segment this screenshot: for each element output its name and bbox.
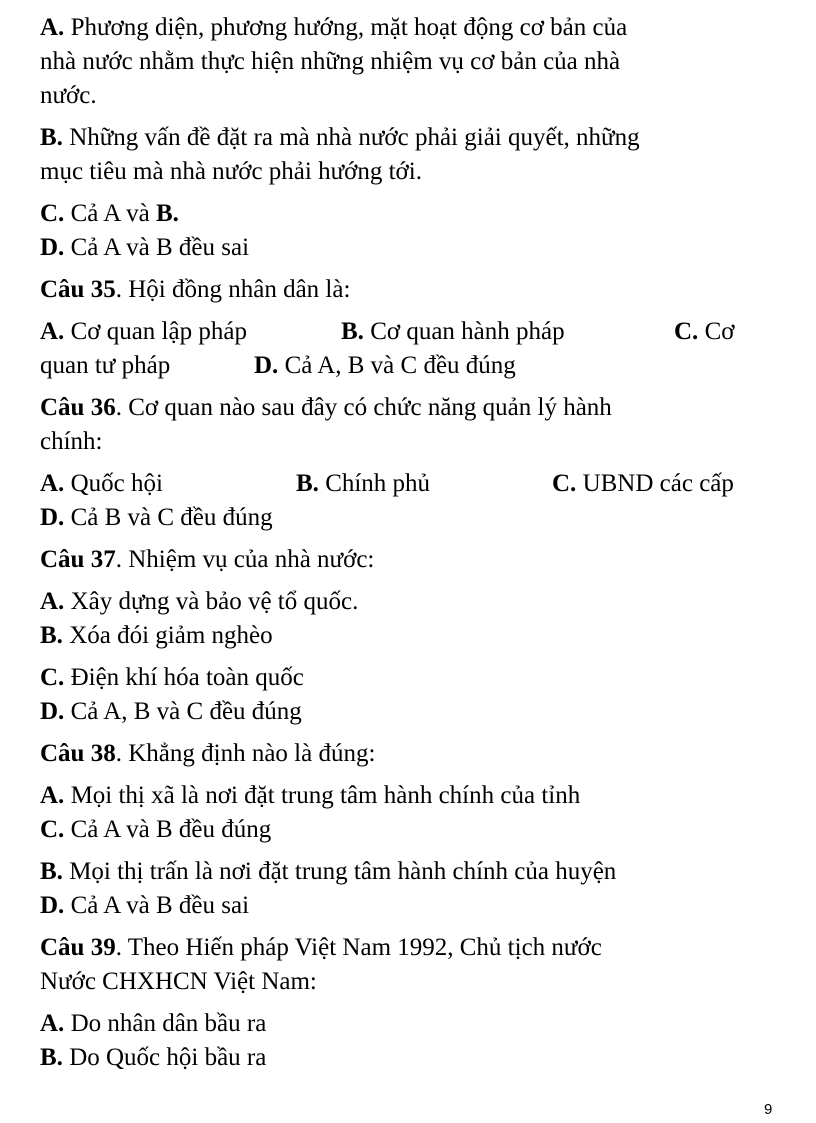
q35-options-row-2 xyxy=(40,349,780,383)
question-39: Câu 39. Theo Hiến pháp Việt Nam 1992, Chủ tịch nước Nước CHXHCN Việt Nam: xyxy=(40,934,602,995)
intro-option-a: A. Phương diện, phương hướng, mặt hoạt động cơ bản của nhà nước nhằm thực hiện những nhiệm vụ cơ bản của nhà nước. xyxy=(40,14,628,109)
q35-options-row xyxy=(40,315,780,349)
intro-option-c: C. Cả A và B. xyxy=(40,200,179,227)
question-38: Câu 38. Khẳng định nào là đúng: xyxy=(40,740,376,767)
q38-option-a: A. Mọi thị xã là nơi đặt trung tâm hành chính của tỉnh xyxy=(40,782,581,809)
q37-option-c: C. Điện khí hóa toàn quốc xyxy=(40,664,304,691)
q36-option-d: D. Cả B và C đều đúng xyxy=(40,504,273,531)
q36-options-row xyxy=(40,467,780,501)
question-36: Câu 36. Cơ quan nào sau đây có chức năng quản lý hành chính: xyxy=(40,394,612,455)
document-page xyxy=(40,11,780,1075)
q39-option-b: B. Do Quốc hội bầu ra xyxy=(40,1044,267,1071)
q36-option-b: B. Chính phủ xyxy=(296,470,431,497)
q35-option-b: B. Cơ quan hành pháp xyxy=(341,318,565,345)
question-37: Câu 37. Nhiệm vụ của nhà nước: xyxy=(40,546,375,573)
intro-option-d: D. Cả A và B đều sai xyxy=(40,234,250,261)
q36-option-a: A. Quốc hội xyxy=(40,470,163,497)
q38-option-c: C. Cả A và B đều đúng xyxy=(40,816,272,843)
q35-option-a: A. Cơ quan lập pháp xyxy=(40,318,247,345)
q38-option-d: D. Cả A và B đều sai xyxy=(40,892,250,919)
q37-option-b: B. Xóa đói giảm nghèo xyxy=(40,622,273,649)
q38-option-b: B. Mọi thị trấn là nơi đặt trung tâm hành chính của huyện xyxy=(40,858,617,885)
q37-option-a: A. Xây dựng và bảo vệ tổ quốc. xyxy=(40,588,359,615)
q35-option-c: C. Cơ xyxy=(674,318,735,345)
q36-option-c: C. UBND các cấp xyxy=(552,470,734,497)
page-number: 9 xyxy=(764,1101,773,1118)
question-35: Câu 35. Hội đồng nhân dân là: xyxy=(40,276,351,303)
q35-option-d: D. Cả A, B và C đều đúng xyxy=(254,352,516,379)
q35-option-c-cont: quan tư pháp xyxy=(40,352,171,379)
q39-option-a: A. Do nhân dân bầu ra xyxy=(40,1010,267,1037)
q37-option-d: D. Cả A, B và C đều đúng xyxy=(40,698,302,725)
intro-option-b: B. Những vấn đề đặt ra mà nhà nước phải giải quyết, những mục tiêu mà nhà nước phải hướng tới. xyxy=(40,124,640,185)
